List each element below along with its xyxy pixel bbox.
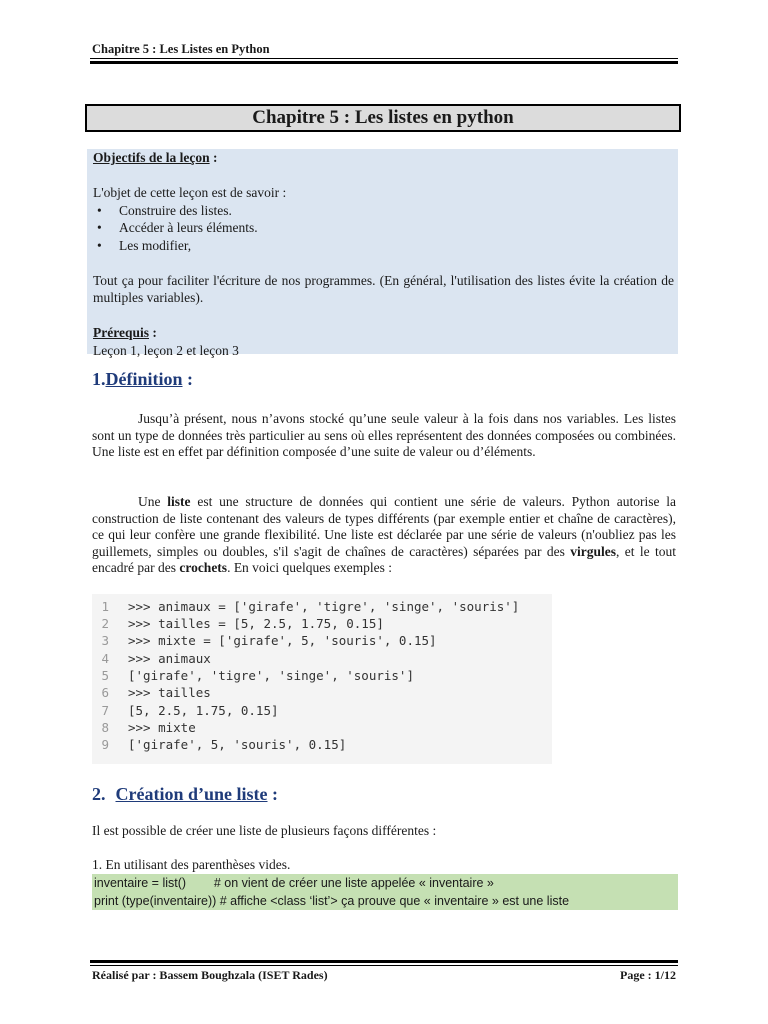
objectives-heading-suffix: : — [209, 150, 218, 165]
prereq-heading: Prérequis — [93, 325, 149, 340]
line-number: 3 — [101, 633, 109, 648]
line-number: 7 — [101, 703, 109, 718]
keyword-liste: liste — [167, 494, 191, 509]
section2-number: 2. — [92, 784, 106, 804]
keyword-crochets: crochets — [179, 560, 228, 575]
objectives-intro: L'objet de cette leçon est de savoir : — [93, 185, 287, 200]
prereq-text: Leçon 1, leçon 2 et leçon 3 — [93, 342, 239, 358]
objective-text: Accéder à leurs éléments. — [119, 220, 258, 235]
section1-suffix: : — [182, 369, 194, 389]
code-highlight-box — [92, 874, 678, 910]
code-text: >>> animaux = ['girafe', 'tigre', 'singe', 'souris'] — [128, 599, 520, 614]
objective-item: • Construire des listes. — [97, 202, 232, 218]
chapter-title: Chapitre 5 : Les listes en python — [85, 104, 681, 132]
objectives-heading-line — [93, 149, 674, 167]
code-block — [92, 594, 552, 764]
line-number: 6 — [101, 685, 109, 700]
footer-rule-thin — [90, 965, 678, 966]
code-highlight-line: print (type(inventaire)) # affiche <class ‘list’> ça prouve que « inventaire » est une liste — [94, 894, 570, 908]
line-number: 2 — [101, 616, 109, 631]
section2-suffix: : — [267, 784, 278, 804]
header-rule-thick — [90, 61, 678, 64]
footer-page-number: Page : 1/12 — [620, 968, 676, 982]
objectives-box — [87, 149, 678, 358]
keyword-virgules: virgules — [570, 543, 616, 559]
prereq-heading-line — [93, 324, 674, 342]
objectives-summary: Tout ça pour faciliter l'écriture de nos programmes. (En général, l'utilisation des listes évite la création de multiples variables). — [93, 272, 674, 305]
code-text: >>> mixte — [128, 720, 196, 735]
header-rule-thin — [90, 58, 678, 59]
code-text: ['girafe', 5, 'souris', 0.15] — [128, 737, 347, 752]
code-text: ['girafe', 'tigre', 'singe', 'souris'] — [128, 668, 414, 683]
line-number: 8 — [101, 720, 109, 735]
footer-author: Réalisé par : Bassem Boughzala (ISET Rades) — [92, 968, 328, 982]
footer-rule-thick — [90, 960, 678, 963]
section2-intro: Il est possible de créer une liste de plusieurs façons différentes : — [92, 823, 437, 838]
line-number: 9 — [101, 737, 109, 752]
prereq-heading-suffix: : — [149, 325, 157, 340]
section1-heading — [92, 369, 193, 390]
code-text: >>> mixte = ['girafe', 5, 'souris', 0.15] — [128, 633, 437, 648]
section2-heading — [92, 784, 278, 805]
section2-item1: 1. En utilisant des parenthèses vides. — [92, 857, 291, 872]
section1-number: 1. — [92, 369, 106, 389]
section1-title: Définition — [105, 369, 183, 389]
code-text: >>> tailles = [5, 2.5, 1.75, 0.15] — [128, 616, 384, 631]
code-highlight-line: inventaire = list() # on vient de créer une liste appelée « inventaire » — [94, 876, 494, 890]
section1-paragraph1: Jusqu’à présent, nous n’avons stocké qu’une seule valeur à la fois dans nos variables. Les listes sont un type de données très particulier au sens où elles représentent des données composées ou combinées. Une liste est en effet par définition composée d’une suite de valeur ou d’éléments. — [92, 411, 676, 459]
code-text: [5, 2.5, 1.75, 0.15] — [128, 703, 279, 718]
objective-text: Construire des listes. — [119, 202, 232, 218]
objectives-heading: Objectifs de la leçon — [93, 150, 210, 165]
line-number: 1 — [101, 599, 109, 614]
code-text: >>> animaux — [128, 651, 211, 666]
running-header: Chapitre 5 : Les Listes en Python — [92, 42, 270, 56]
objective-item: • Les modifier, — [97, 237, 192, 253]
section2-title: Création d’une liste — [115, 784, 268, 804]
code-text: >>> tailles — [128, 685, 211, 700]
objective-item: • Accéder à leurs éléments. — [97, 220, 258, 235]
line-number: 5 — [101, 668, 109, 683]
line-number: 4 — [101, 651, 109, 666]
objective-text: Les modifier, — [119, 237, 192, 253]
section1-paragraph2: Une liste est une structure de données qui contient une série de valeurs. Python autorise la construction de liste contenant des valeurs de types différents (par exemple entier et chaîne de caractères), ce qui leur confère une grande flexibilité. Une liste est déclarée par une série de valeurs (n'oubliez pas les guillemets, simples ou doubles, s'il s'agit de chaînes de caractères) séparées par des virgules, et le tout encadré par des crochets. En voici quelques exemples : — [92, 494, 676, 575]
